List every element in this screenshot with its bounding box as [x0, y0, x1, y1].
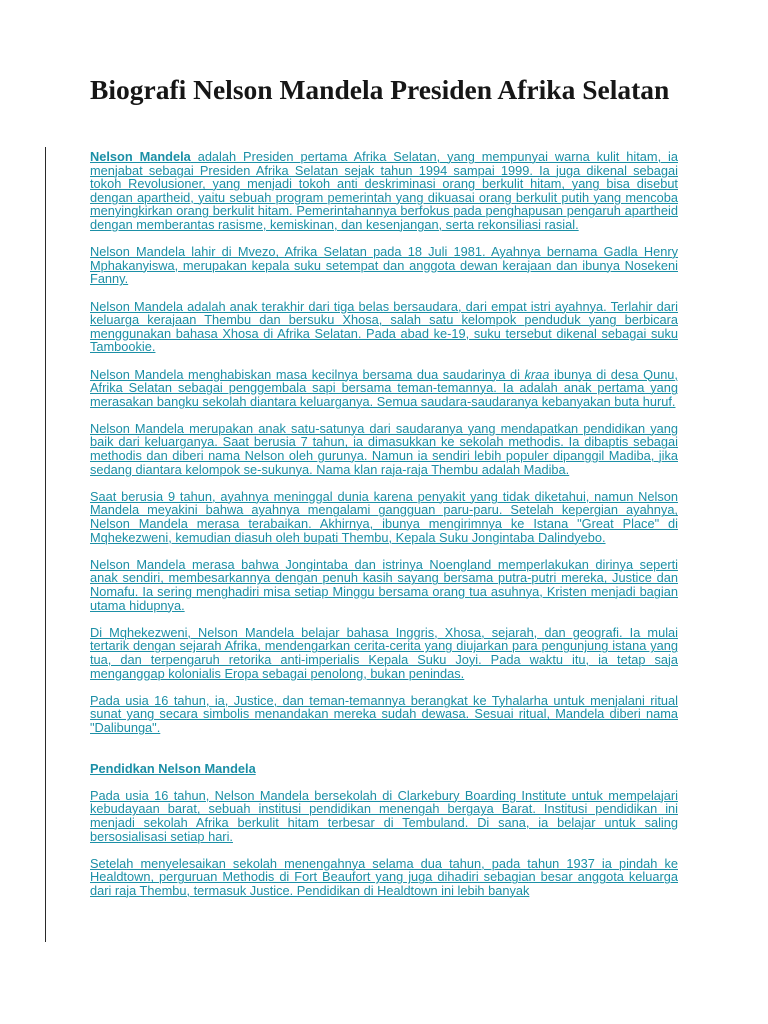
- paragraph-foster-family[interactable]: Nelson Mandela merasa bahwa Jongintaba dan istrinya Noengland memperlakukan dirinya seperti anak sendiri, membesarkannya dengan penuh kasih sayang bersama putra-putri mereka, Justice dan Nomafu. Ia sering menghadiri misa setiap Minggu bersama orang tua asuhnya, Kristen menjadi bagian utama hidupnya.: [90, 556, 678, 613]
- section-heading-education[interactable]: Pendidkan Nelson Mandela: [90, 760, 256, 776]
- paragraph-healdtown[interactable]: Setelah menyelesaikan sekolah menengahnya selama dua tahun, pada tahun 1937 ia pindah ke Healdtown, perguruan Methodis di Fort Beaufort yang juga dihadiri sebagian besar anggota keluarga dari raja Thembu, termasuk Justice. Pendidikan di Healdtown ini lebih banyak: [90, 855, 678, 898]
- paragraph-family[interactable]: Nelson Mandela adalah anak terakhir dari tiga belas bersaudara, dari empat istri ayahnya. Terlahir dari keluarga kerajaan Thembu dan bersuku Xhosa, salah satu kelompok penduduk yang berbicara menggunakan bahasa Xhosa di Afrika Selatan. Pada abad ke-19, suku tersebut dikenal sebagai suku Tambookie.: [90, 298, 678, 355]
- paragraph-childhood-before[interactable]: Nelson Mandela menghabiskan masa kecilnya bersama dua saudarinya di: [90, 366, 525, 382]
- paragraph-mqhekezweni[interactable]: Di Mqhekezweni, Nelson Mandela belajar bahasa Inggris, Xhosa, sejarah, dan geografi. Ia mulai tertarik dengan sejarah Afrika, mendengarkan cerita-cerita yang diujarkan para pengunjung istana yang tua, dan terpengaruh retorika anti-imperialis Kepala Suku Joyi. Pada waktu itu, ia tetap saja menganggap kolonialis Eropa sebagai penolong, bukan penindas.: [90, 624, 678, 681]
- paragraph-childhood[interactable]: [90, 368, 678, 409]
- paragraph-childhood-italic[interactable]: kraa: [524, 366, 550, 382]
- paragraph-father-death[interactable]: Saat berusia 9 tahun, ayahnya meninggal dunia karena penyakit yang tidak diketahui, namun Nelson Mandela meyakini bahwa ayahnya mengalami gangguan paru-paru. Setelah kepergian ayahnya, Nelson Mandela merasa terabaikan. Akhirnya, ibunya mengirimnya ke Istana "Great Place" di Mqhekezweni, kemudian diasuh oleh bupati Thembu, Kepala Suku Jongintaba Dalindyebo.: [90, 488, 678, 545]
- paragraph-intro-text[interactable]: adalah Presiden pertama Afrika Selatan, yang mempunyai warna kulit hitam, ia menjabat sebagai Presiden Afrika Selatan sejak tahun 1994 sampai 1999. Ia juga dikenal sebagai tokoh Revolusioner, yang menjadi tokoh anti deskriminasi orang berkulit hitam, yang bisa disebut dengan apartheid, yaitu sebuah program pemerintah yang dikuasai orang berkulit putih yang mencoba menyingkirkan orang berkulit hitam. Pemerintahannya berfokus pada penghapusan pengaruh apartheid dengan memberantas rasisme, kemiskinan, dan kesenjangan, serta rekonsiliasi rasial.: [90, 149, 678, 232]
- lead-name[interactable]: Nelson Mandela: [90, 149, 191, 164]
- paragraph-birth[interactable]: Nelson Mandela lahir di Mvezo, Afrika Selatan pada 18 Juli 1981. Ayahnya bernama Gadla Henry Mphakanyiswa, merupakan kepala suku setempat dan anggota dewan kerajaan dan ibunya Nosekeni Fanny.: [90, 244, 678, 287]
- article-body: [90, 150, 678, 911]
- paragraph-intro[interactable]: [90, 150, 678, 232]
- paragraph-childhood-after[interactable]: ibunya di desa Qunu, Afrika Selatan sebagai penggembala sapi bersama teman-temannya. Ia adalah anak pertama yang merasakan bangku sekolah diantara keluarganya. Semua saudara-saudaranya kebanyakan buta huruf.: [90, 366, 678, 409]
- paragraph-clarkebury[interactable]: Pada usia 16 tahun, Nelson Mandela bersekolah di Clarkebury Boarding Institute untuk mempelajari kebudayaan barat, sebuah institusi pendidikan menengah bergaya Barat. Institusi pendidikan ini menjadi sekolah Afrika berkulit hitam terbesar di Tembuland. Di sana, ia belajar untuk saling bersosialisasi setiap hari.: [90, 787, 678, 844]
- paragraph-ritual[interactable]: Pada usia 16 tahun, ia, Justice, dan teman-temannya berangkat ke Tyhalarha untuk menjalani ritual sunat yang secara simbolis menandakan mereka sudah dewasa. Sesuai ritual, Mandela diberi nama "Dalibunga".: [90, 692, 678, 735]
- article-title: Biografi Nelson Mandela Presiden Afrika Selatan: [90, 74, 670, 105]
- paragraph-schooling[interactable]: Nelson Mandela merupakan anak satu-satunya dari saudaranya yang mendapatkan pendidikan yang baik dari keluarganya. Saat berusia 7 tahun, ia dimasukkan ke sekolah methodis. Ia dibaptis sebagai methodis dan diberi nama Nelson oleh gurunya. Namun ia sendiri lebih populer dipanggil Madiba, jika sedang diantara kelompok se-sukunya. Nama klan raja-raja Thembu adalah Madiba.: [90, 420, 678, 477]
- margin-rule: [45, 147, 46, 942]
